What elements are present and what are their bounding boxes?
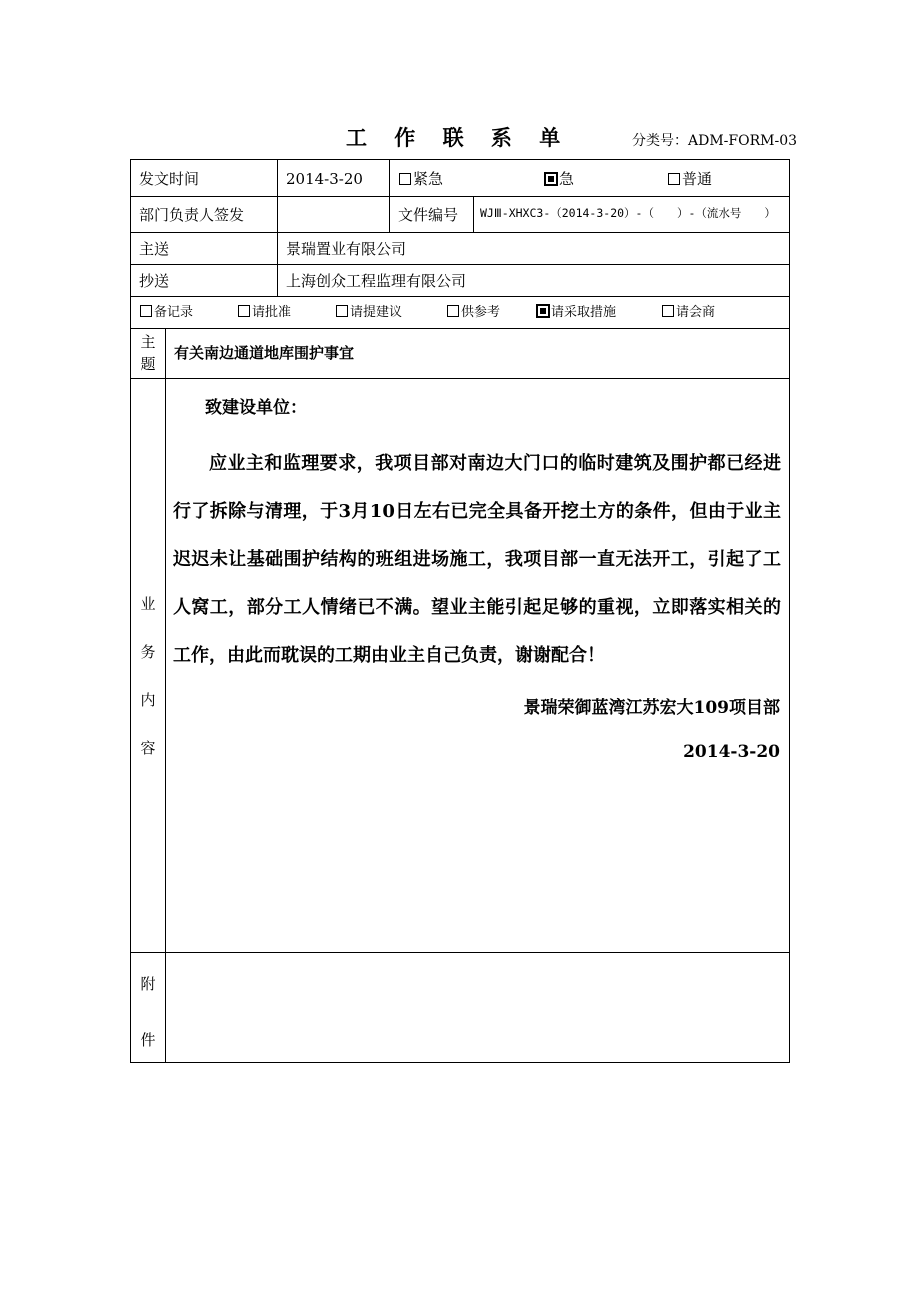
- doc-number-value[interactable]: WJⅢ-XHXC3-（2014-3-20）-（ ）-（流水号 ）: [480, 206, 776, 220]
- date-label: 发文时间: [139, 170, 200, 188]
- action-take-measures-option[interactable]: [537, 303, 616, 323]
- checkbox-icon[interactable]: [399, 173, 411, 185]
- action-label: 请会商: [676, 305, 716, 320]
- checkbox-icon[interactable]: [447, 305, 459, 317]
- date-value: 2014-3-20: [286, 170, 363, 188]
- priority-label: 普通: [682, 170, 713, 188]
- row-divider: [130, 232, 790, 233]
- cc-label: 抄送: [139, 272, 170, 290]
- attachment-label-char: 件: [140, 1031, 156, 1049]
- col-divider: [277, 159, 278, 296]
- content-greeting: 致建设单位：: [205, 398, 307, 418]
- form-code: 分类号：ADM-FORM-03: [632, 133, 798, 149]
- table-border-right: [789, 159, 790, 1063]
- action-label: 供参考: [461, 305, 501, 320]
- row-divider: [130, 378, 790, 379]
- action-label: 请批准: [252, 305, 292, 320]
- col-divider: [389, 159, 390, 232]
- doc-number-label: 文件编号: [398, 206, 459, 224]
- row-divider: [130, 296, 790, 297]
- action-consult-option[interactable]: [662, 303, 715, 323]
- dept-sign-label: 部门负责人签发: [139, 206, 245, 224]
- table-border-top: [130, 159, 790, 160]
- content-label-char: 务: [140, 643, 156, 661]
- table-border-bottom: [130, 1062, 790, 1063]
- action-label: 请提建议: [350, 305, 403, 320]
- checkbox-icon[interactable]: [662, 305, 674, 317]
- checkbox-icon[interactable]: [668, 173, 680, 185]
- subject-label: [131, 331, 165, 375]
- content-body: [173, 440, 781, 680]
- priority-urgent-option[interactable]: [399, 169, 443, 189]
- checkbox-icon[interactable]: [140, 305, 152, 317]
- recipient-label: 主送: [139, 240, 170, 258]
- action-label: 请采取措施: [551, 305, 617, 320]
- checkbox-icon[interactable]: [238, 305, 250, 317]
- checked-checkbox-icon[interactable]: [537, 305, 549, 317]
- row-divider: [130, 196, 790, 197]
- content-label: [131, 580, 165, 772]
- action-approve-option[interactable]: [238, 303, 291, 323]
- action-record-option[interactable]: [140, 303, 193, 323]
- action-reference-option[interactable]: [447, 303, 500, 323]
- content-paragraph: 应业主和监理要求，我项目部对南边大门口的临时建筑及围护都已经进行了拆除与清理，于3月10日左右已完全具备开挖土方的条件，但由于业主迟迟未让基础围护结构的班组进场施工，我项目部一直无法开工，引起了工人窝工，部分工人情绪已不满。望业主能引起足够的重视，立即落实相关的工作，由此而耽误的工期由业主自己负责，谢谢配合！: [173, 453, 781, 666]
- content-signature: 景瑞荣御蓝湾江苏宏大109项目部: [523, 698, 780, 718]
- col-divider: [165, 328, 166, 1062]
- subject-label-char: 题: [140, 355, 156, 373]
- checkbox-icon[interactable]: [336, 305, 348, 317]
- action-label: 备记录: [154, 305, 194, 320]
- row-divider: [130, 328, 790, 329]
- col-divider: [473, 196, 474, 232]
- action-suggest-option[interactable]: [336, 303, 402, 323]
- cc-value: 上海创众工程监理有限公司: [286, 272, 467, 290]
- checked-checkbox-icon[interactable]: [545, 173, 557, 185]
- subject-value: 有关南边通道地库围护事宜: [174, 344, 355, 362]
- recipient-value: 景瑞置业有限公司: [286, 240, 407, 258]
- priority-label: 急: [559, 170, 575, 188]
- content-date: 2014-3-20: [683, 742, 780, 762]
- form-title: 工 作 联 系 单: [346, 125, 571, 150]
- attachment-area[interactable]: [166, 953, 788, 1061]
- attachment-label: [131, 956, 165, 1068]
- row-divider: [130, 264, 790, 265]
- priority-label: 紧急: [413, 170, 444, 188]
- subject-label-char: 主: [140, 333, 156, 351]
- attachment-label-char: 附: [140, 975, 156, 993]
- content-label-char: 容: [140, 739, 156, 757]
- priority-normal-option[interactable]: [668, 169, 712, 189]
- content-label-char: 业: [140, 595, 156, 613]
- priority-rush-option[interactable]: [545, 169, 574, 189]
- content-label-char: 内: [140, 691, 156, 709]
